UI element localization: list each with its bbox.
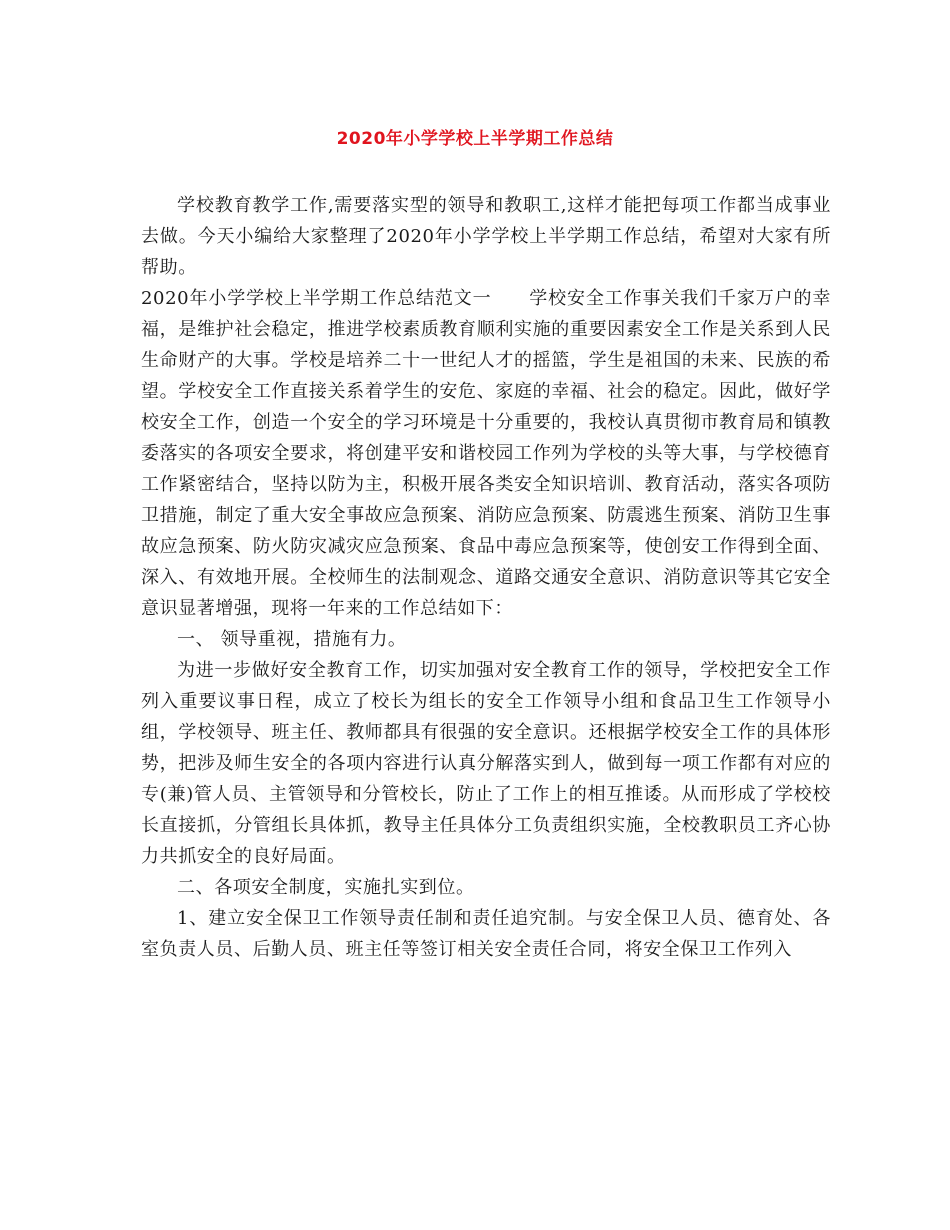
section-paragraph-2: 1、建立安全保卫工作领导责任制和责任追究制。与安全保卫人员、德育处、各室负责人员、后勤人员、班主任等签订相关安全责任合同，将安全保卫工作列入 <box>141 908 831 960</box>
document-body <box>141 190 831 965</box>
document-title: 2020年小学学校上半学期工作总结 <box>336 129 614 149</box>
section-heading-2: 二、各项安全制度，实施扎实到位。 <box>177 877 475 898</box>
intro-paragraph: 学校教育教学工作,需要落实型的领导和教职工,这样才能把每项工作都当成事业去做。今天小编给大家整理了2020年小学学校上半学期工作总结，希望对大家有所帮助。 <box>141 195 831 278</box>
section-heading-1: 一、 领导重视，措施有力。 <box>177 629 407 650</box>
section-paragraph-1: 为进一步做好安全教育工作，切实加强对安全教育工作的领导，学校把安全工作列入重要议事日程，成立了校长为组长的安全工作领导小组和食品卫生工作领导小组，学校领导、班主任、教师都具有很强的安全意识。还根据学校安全工作的具体形势，把涉及师生安全的各项内容进行认真分解落实到人，做到每一项工作都有对应的专(兼)管人员、主管领导和分管校长，防止了工作上的相互推诿。从而形成了学校校长直接抓，分管组长具体抓，教导主任具体分工负责组织实施，全校教职员工齐心协力共抓安全的良好局面。 <box>141 660 831 867</box>
sample-paragraph: 2020年小学学校上半学期工作总结范文一 学校安全工作事关我们千家万户的幸福，是维护社会稳定，推进学校素质教育顺利实施的重要因素安全工作是关系到人民生命财产的大事。学校是培养二十一世纪人才的摇篮，学生是祖国的未来、民族的希望。学校安全工作直接关系着学生的安危、家庭的幸福、社会的稳定。因此，做好学校安全工作，创造一个安全的学习环境是十分重要的，我校认真贯彻市教育局和镇教委落实的各项安全要求，将创建平安和谐校园工作列为学校的头等大事，与学校德育工作紧密结合，坚持以防为主，积极开展各类安全知识培训、教育活动，落实各项防卫措施，制定了重大安全事故应急预案、消防应急预案、防震逃生预案、消防卫生事故应急预案、防火防灾减灾应急预案、食品中毒应急预案等，使创安工作得到全面、深入、有效地开展。全校师生的法制观念、道路交通安全意识、消防意识等其它安全意识显著增强，现将一年来的工作总结如下： <box>141 288 831 619</box>
